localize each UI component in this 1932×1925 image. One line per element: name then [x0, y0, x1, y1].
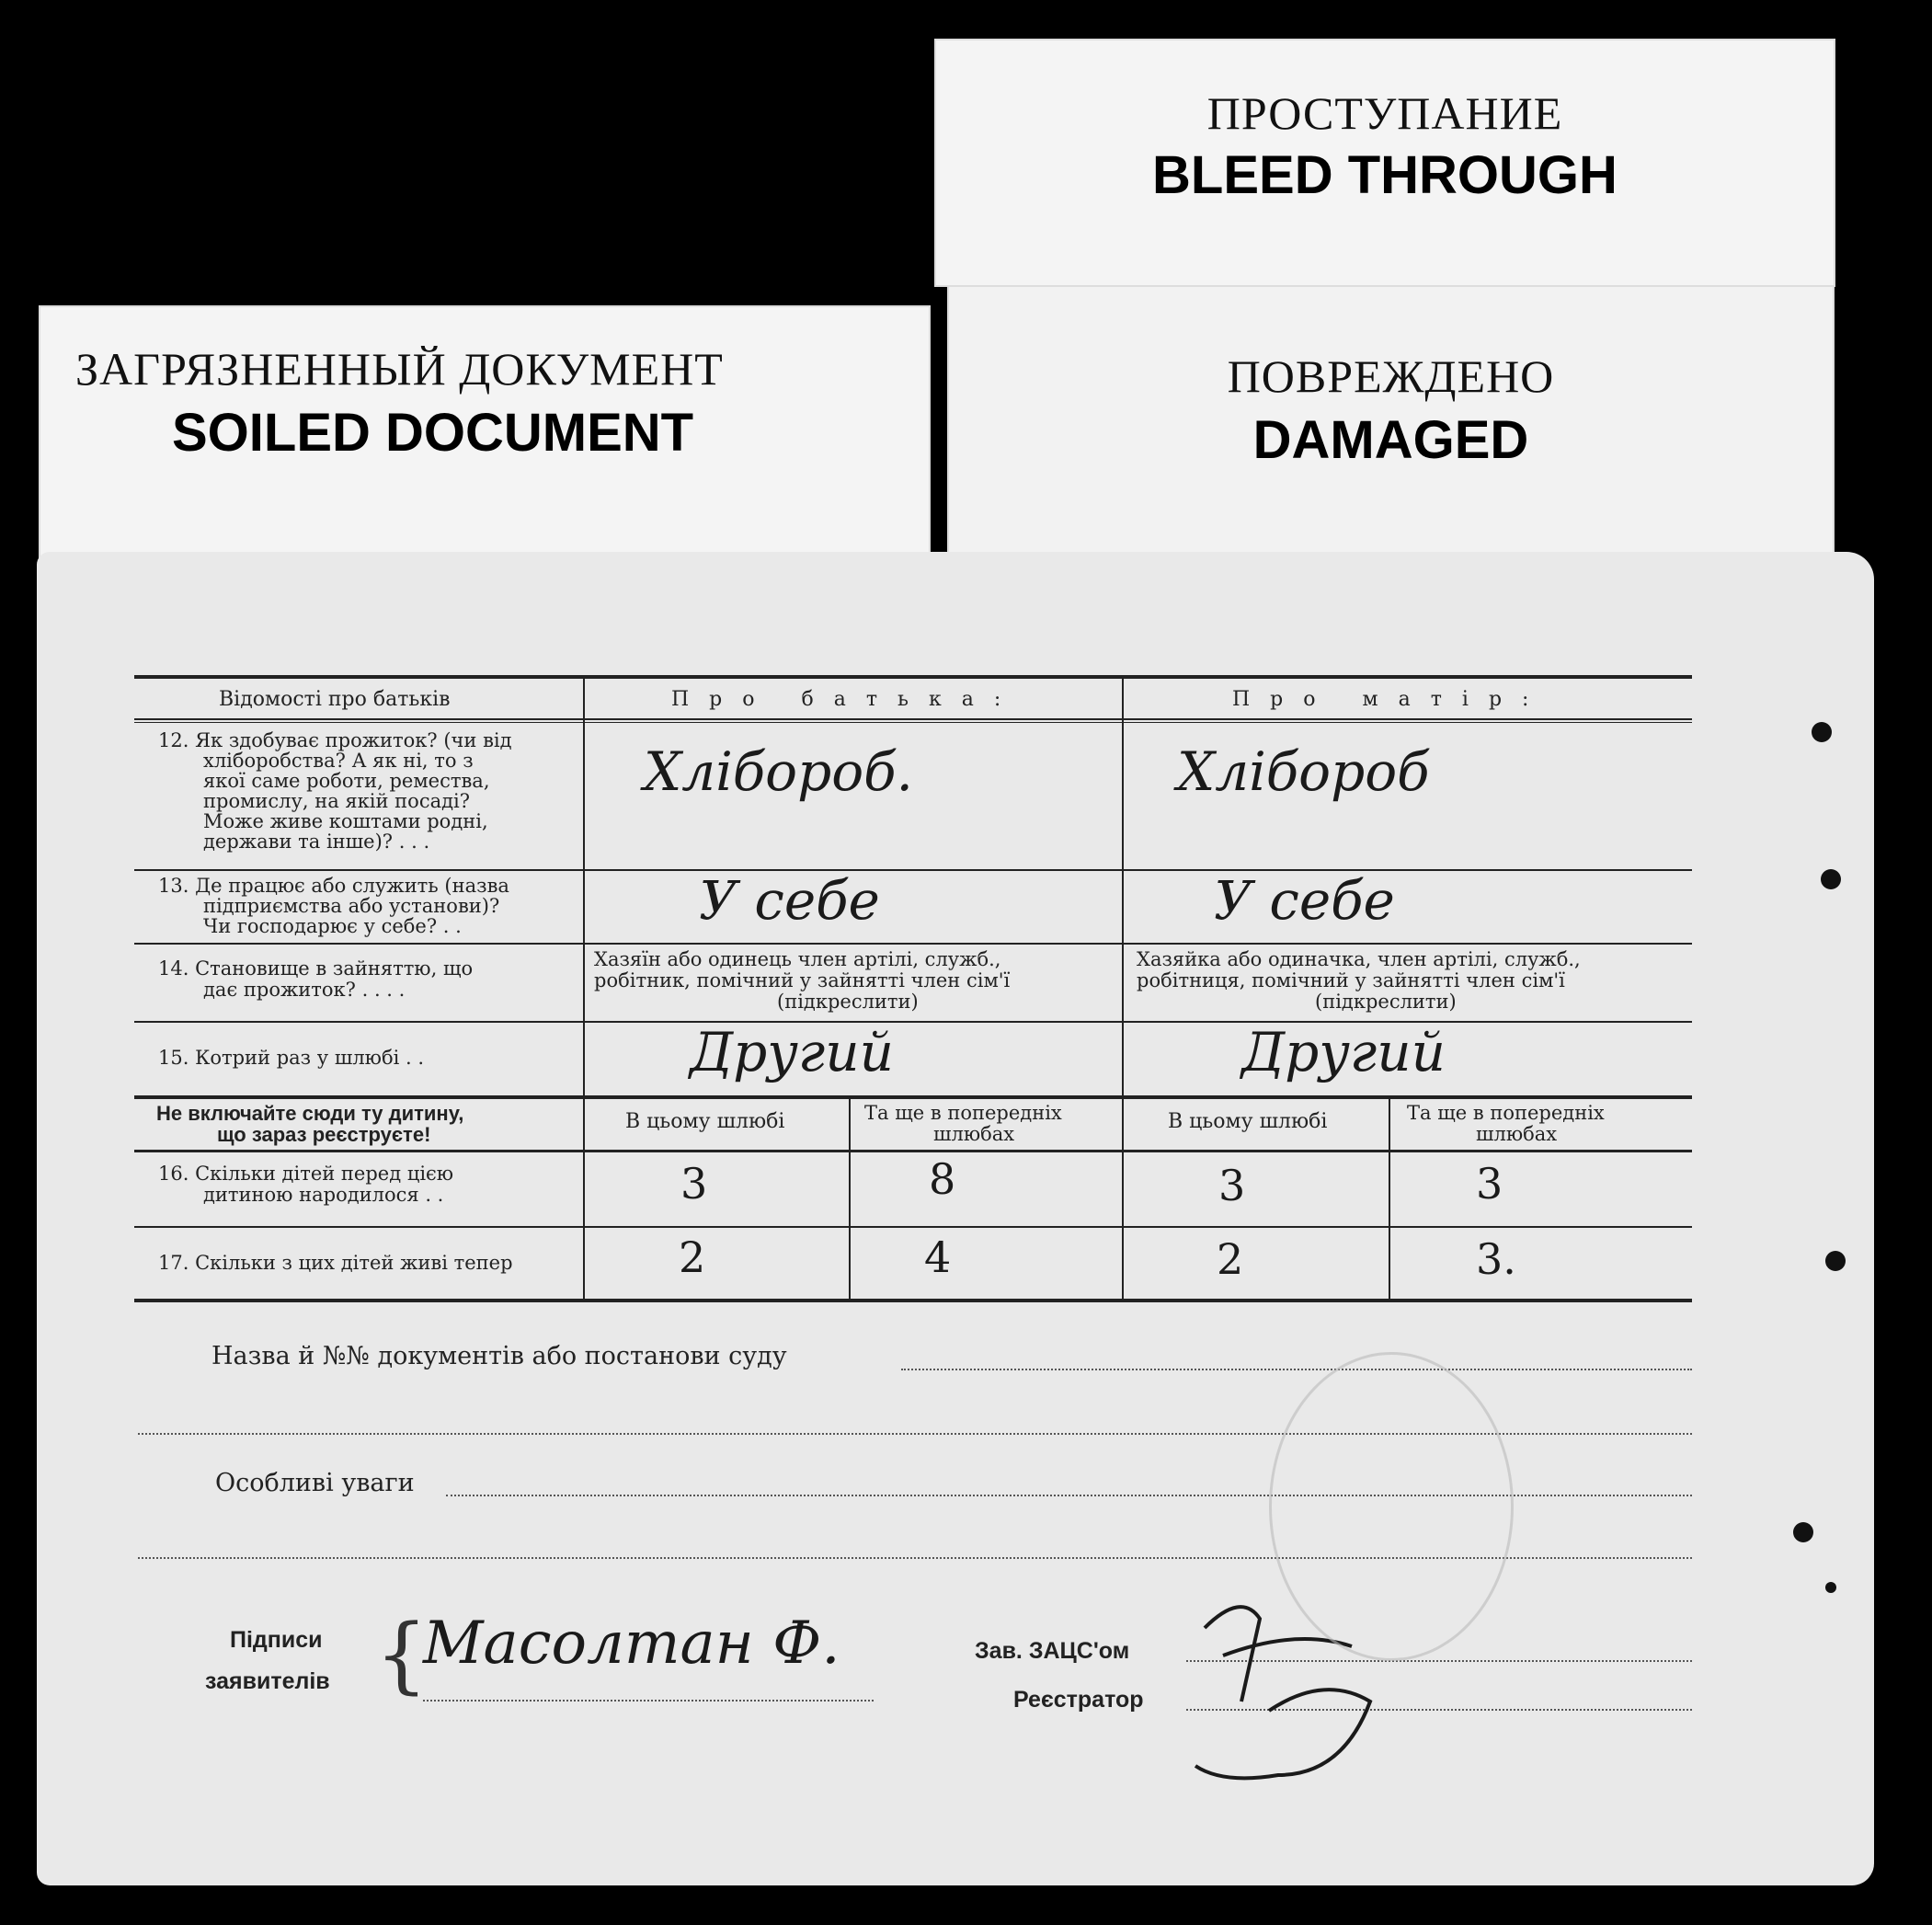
question-line: Може живе коштами родні,	[203, 810, 488, 832]
row16-rule	[134, 1226, 1692, 1228]
col-father-rule	[583, 675, 585, 1301]
col-mother-split-rule	[1389, 1099, 1390, 1301]
children-born-mother-prev: 3	[1476, 1159, 1503, 1209]
children-alive-father-prev: 4	[924, 1232, 952, 1282]
applicants-label: заявителів	[205, 1668, 330, 1694]
documents-label: Назва й №№ документів або постанови суду	[211, 1342, 787, 1370]
mother-marriage-number-handwritten: Другий	[1241, 1021, 1446, 1083]
faded-stamp	[1269, 1352, 1514, 1661]
col-mother-rule	[1122, 675, 1124, 1301]
children-note-line: Не включайте сюди ту дитину,	[156, 1102, 464, 1125]
mother-prev-marriages-header: шлюбах	[1476, 1123, 1558, 1145]
punch-hole	[1821, 869, 1841, 889]
mother-workplace-handwritten: У себе	[1214, 869, 1395, 932]
row12-rule	[134, 869, 1692, 871]
father-occupation-handwritten: Хлібороб.	[644, 740, 913, 803]
header-parents-info: Відомості про батьків	[219, 688, 451, 711]
question-line: хліборобства? А як ні, то з	[203, 750, 474, 772]
damaged-en: DAMAGED	[1252, 410, 1529, 470]
row13-rule	[134, 943, 1692, 945]
soiled-en: SOILED DOCUMENT	[172, 403, 694, 463]
father-workplace-handwritten: У себе	[699, 869, 880, 932]
damaged-label-card	[947, 285, 1835, 561]
question-13-line: Чи господарює у себе? . .	[203, 915, 462, 937]
question-17: 17. Скільки з цих дітей живі тепер	[158, 1252, 513, 1274]
mother-prev-marriages-header: Та ще в попередніх	[1407, 1102, 1605, 1124]
mother-status-options: робітниця, помічний у зайнятті член сім'ї	[1137, 969, 1565, 991]
question-line: промислу, на якій посаді?	[203, 790, 471, 812]
question-line: держави та інше)? . . .	[203, 831, 430, 853]
question-14-line: дає прожиток? . . . .	[203, 979, 406, 1001]
children-header-rule	[134, 1150, 1692, 1152]
mother-status-hint: (підкреслити)	[1315, 991, 1457, 1013]
punch-hole	[1812, 722, 1832, 742]
question-16-line: дитиною народилося . .	[203, 1184, 444, 1206]
head-of-registry-label: Зав. ЗАЦС'ом	[975, 1638, 1130, 1664]
applicant-signature-line	[423, 1700, 874, 1702]
question-14-line: 14. Становище в зайняттю, що	[158, 957, 474, 980]
question-13-line: 13. Де працює або служить (назва	[158, 875, 509, 897]
header-mother: Про матір:	[1232, 688, 1549, 711]
header-father: Про батька:	[671, 688, 1022, 711]
notes-label: Особливі уваги	[215, 1469, 415, 1497]
bleed-through-ru: ПРОСТУПАНИЕ	[1206, 87, 1563, 139]
children-born-father-prev: 8	[929, 1154, 956, 1204]
registration-form-page	[37, 552, 1874, 1885]
registrar-label: Реєстратор	[1013, 1687, 1144, 1713]
father-status-hint: (підкреслити)	[777, 991, 919, 1013]
soiled-document-label-card	[39, 305, 931, 572]
children-alive-mother-this: 2	[1217, 1234, 1244, 1284]
mother-this-marriage-header: В цьому шлюбі	[1168, 1110, 1328, 1133]
children-alive-father-this: 2	[679, 1232, 706, 1282]
question-13-line: підприємства або установи)?	[203, 895, 500, 917]
children-note-line: що зараз реєструєте!	[217, 1123, 431, 1146]
children-born-mother-this: 3	[1218, 1161, 1246, 1210]
documents-line	[901, 1369, 1692, 1370]
bleed-through-label-card	[934, 39, 1835, 287]
mother-occupation-handwritten: Хлібороб	[1177, 740, 1430, 803]
col-father-split-rule	[849, 1099, 851, 1301]
signatures-label: Підписи	[230, 1627, 323, 1653]
table-top-rule	[134, 675, 1692, 679]
row15-rule	[134, 1095, 1692, 1099]
applicant-signature: Масолтан Ф.	[423, 1610, 840, 1678]
father-this-marriage-header: В цьому шлюбі	[625, 1110, 785, 1133]
punch-hole	[1825, 1251, 1846, 1271]
header-rule	[134, 718, 1692, 720]
table-bottom-rule	[134, 1299, 1692, 1302]
punch-hole	[1825, 1582, 1836, 1593]
father-status-options: робітник, помічний у зайнятті член сім'ї	[594, 969, 1011, 991]
soiled-ru: ЗАГРЯЗНЕННЫЙ ДОКУМЕНТ	[75, 343, 724, 395]
father-marriage-number-handwritten: Другий	[690, 1021, 894, 1083]
punch-hole	[1793, 1522, 1813, 1542]
children-alive-mother-prev: 3.	[1476, 1234, 1516, 1284]
mother-status-options: Хазяйка або одиначка, член артілі, служб.,	[1137, 948, 1581, 970]
question-15: 15. Котрий раз у шлюбі . .	[158, 1047, 425, 1069]
damaged-ru: ПОВРЕЖДЕНО	[1227, 350, 1555, 402]
father-status-options: Хазяїн або одинець член артілі, служб.,	[594, 948, 1001, 970]
brace: {	[375, 1607, 429, 1703]
header-rule-2	[134, 722, 1692, 723]
question-line: якої саме роботи, ремества,	[203, 770, 490, 792]
question-line: 12. Як здобуває прожиток? (чи від	[158, 729, 512, 751]
father-prev-marriages-header: Та ще в попередніх	[864, 1102, 1062, 1124]
question-16-line: 16. Скільки дітей перед цією	[158, 1163, 454, 1185]
bleed-through-en: BLEED THROUGH	[1152, 145, 1618, 205]
father-prev-marriages-header: шлюбах	[933, 1123, 1015, 1145]
children-born-father-this: 3	[680, 1159, 708, 1209]
row14-rule	[134, 1021, 1692, 1023]
